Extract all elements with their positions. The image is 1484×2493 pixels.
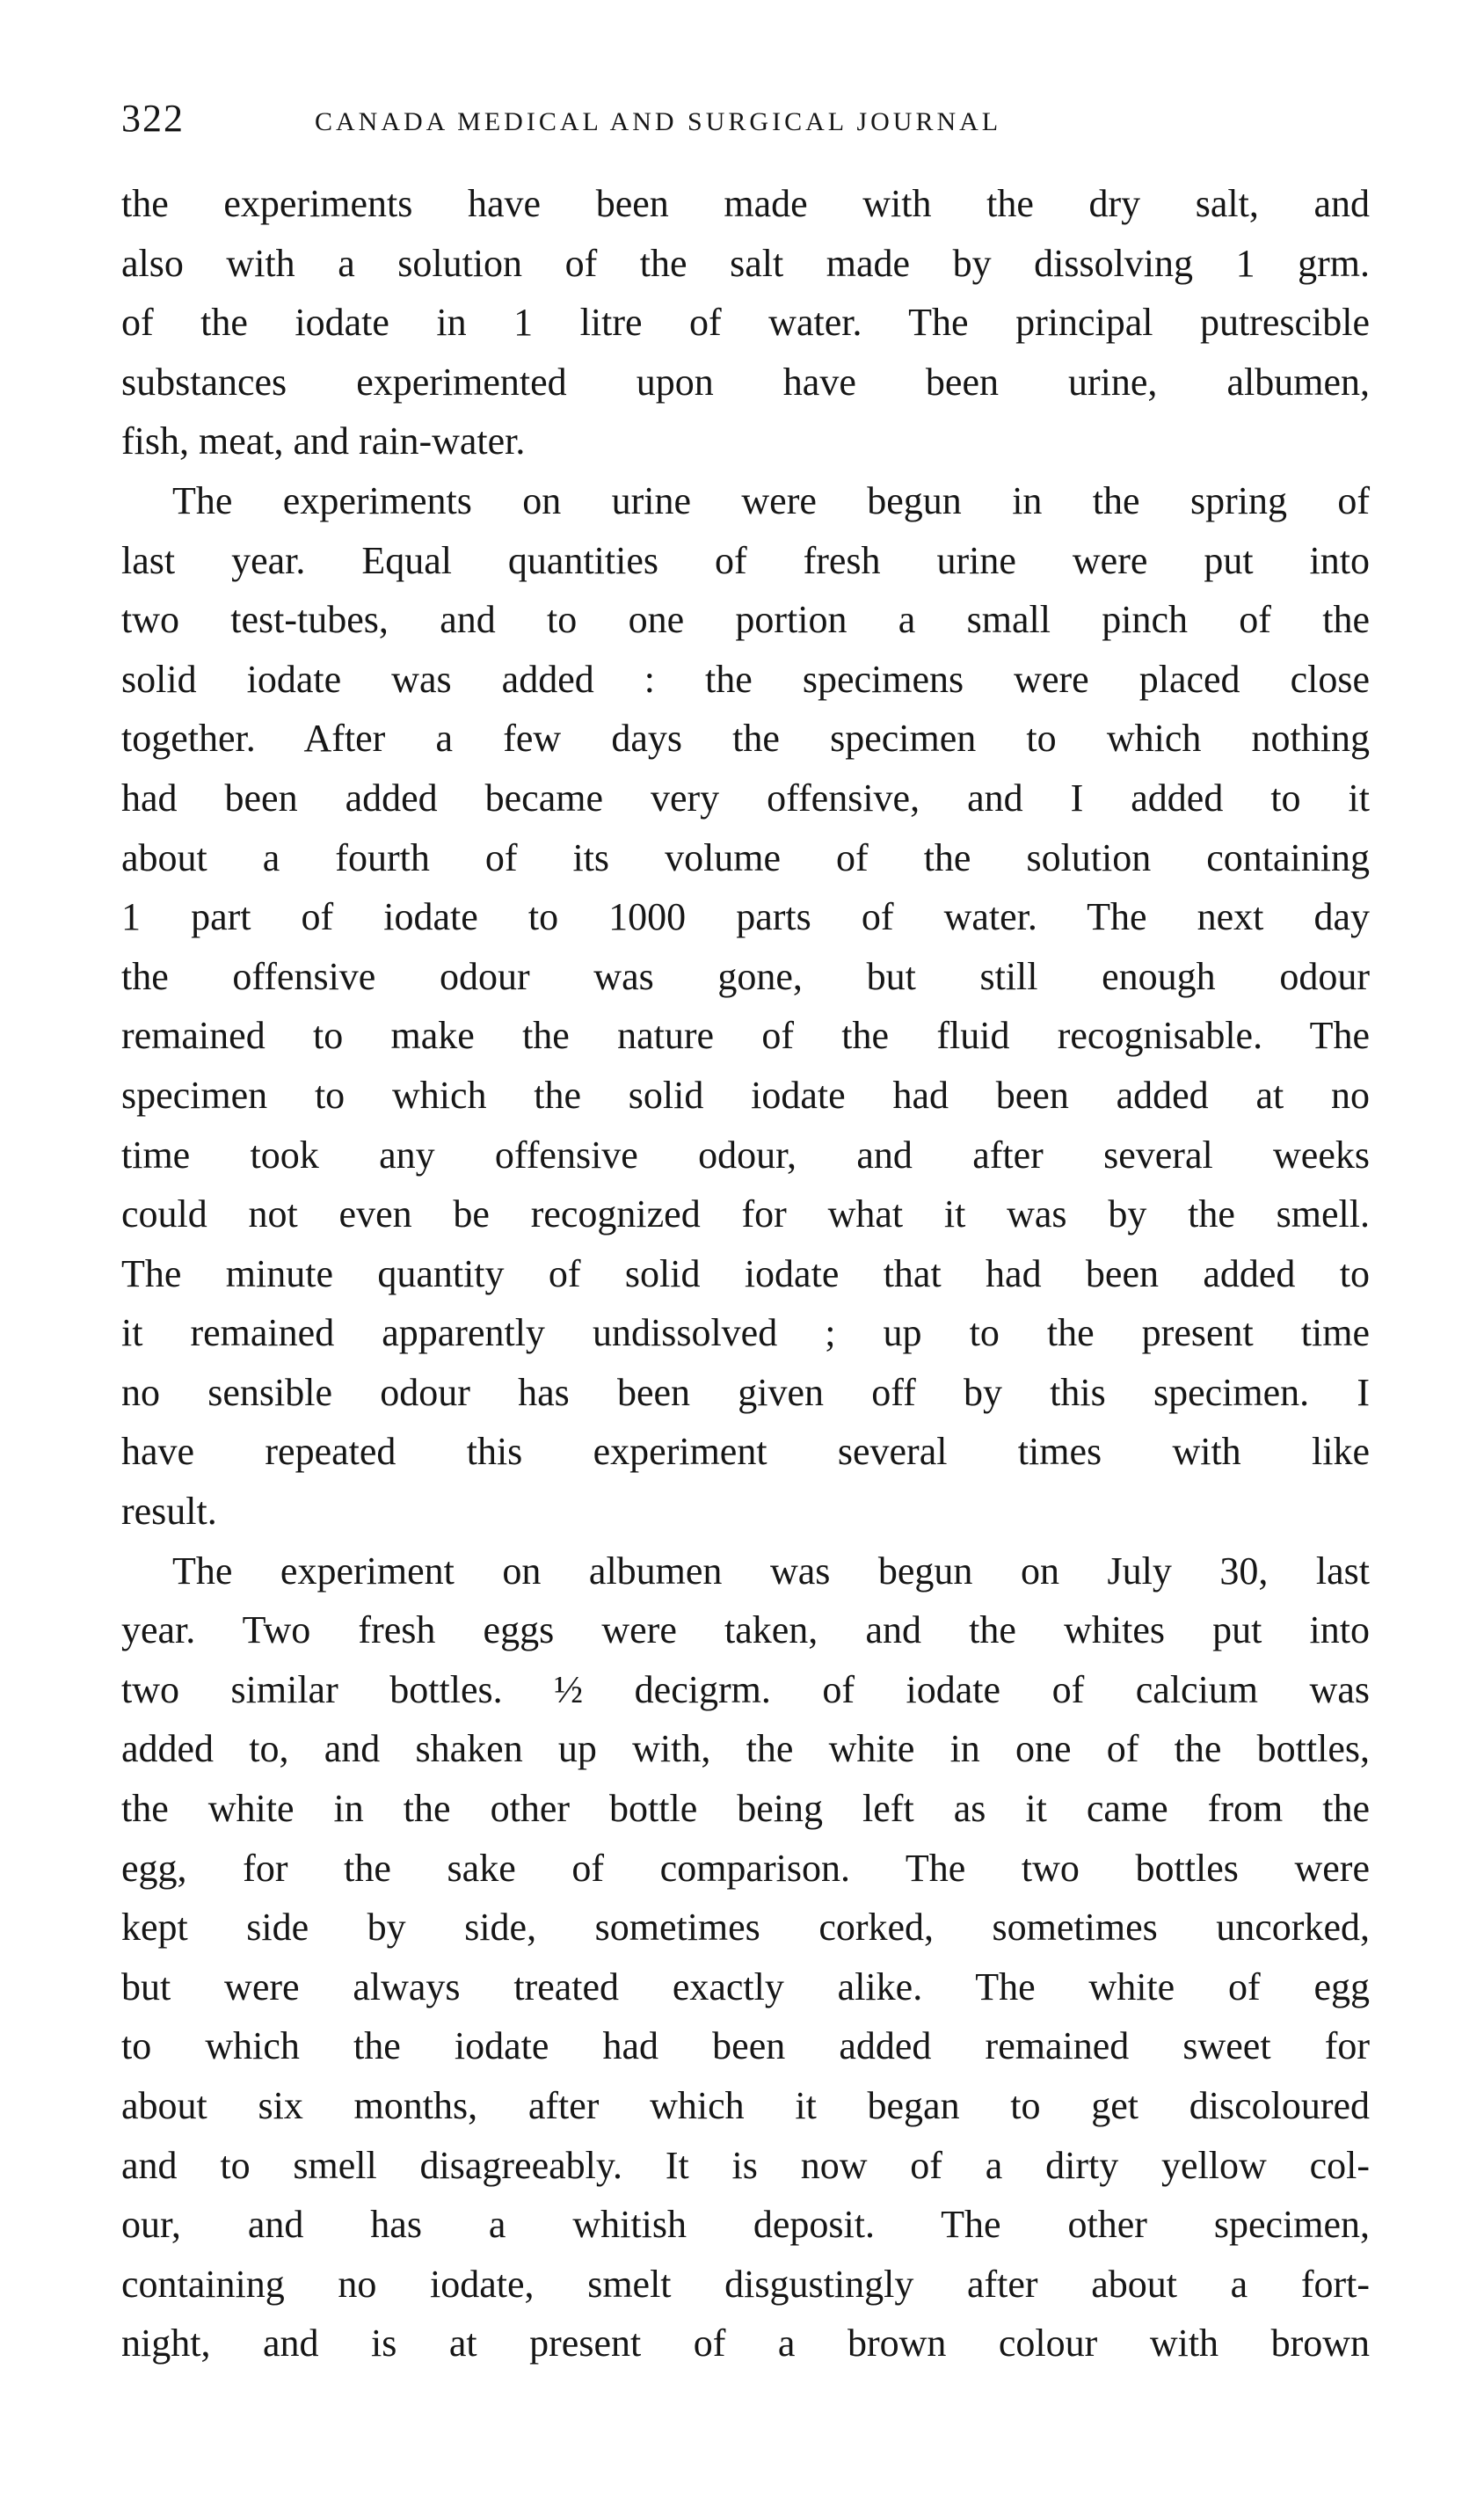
text-line: added to, and shaken up with, the white in one of the bottles,	[121, 1727, 1370, 1771]
text-line: the white in the other bottle being left as it came from the	[121, 1787, 1370, 1831]
page-number: 322	[121, 97, 185, 140]
text-line: two test-tubes, and to one portion a small pinch of the	[121, 598, 1370, 642]
text-line: also with a solution of the salt made by dissolving 1 grm.	[121, 241, 1370, 285]
text-line: 1 part of iodate to 1000 parts of water. The next day	[121, 895, 1370, 939]
text-line: of the iodate in 1 litre of water. The principal putrescible	[121, 301, 1370, 345]
running-head	[121, 88, 1361, 149]
text-line: had been added became very offensive, and I added to it	[121, 776, 1370, 820]
paragraph-3	[121, 1542, 1370, 2373]
text-line: our, and has a whitish deposit. The other specimen,	[121, 2203, 1370, 2247]
text-line: the offensive odour was gone, but still enough odour	[121, 954, 1370, 998]
text-line: remained to make the nature of the fluid recognisable. The	[121, 1014, 1370, 1058]
text-line: The experiments on urine were begun in the spring of	[172, 478, 1370, 522]
text-line: year. Two fresh eggs were taken, and the whites put into	[121, 1608, 1370, 1652]
text-line: time took any offensive odour, and after several weeks	[121, 1133, 1370, 1177]
text-line: could not even be recognized for what it was by the smell.	[121, 1192, 1370, 1236]
text-line: substances experimented upon have been urine, albumen,	[121, 360, 1370, 404]
text-line: egg, for the sake of comparison. The two bottles were	[121, 1846, 1370, 1890]
text-line: to which the iodate had been added remained sweet for	[121, 2024, 1370, 2068]
text-line: it remained apparently undissolved ; up to the present time	[121, 1311, 1370, 1355]
text-line: no sensible odour has been given off by this specimen. I	[121, 1370, 1370, 1414]
text-line: specimen to which the solid iodate had been added at no	[121, 1073, 1370, 1117]
text-line: The minute quantity of solid iodate that had been added to	[121, 1251, 1370, 1295]
text-line: about a fourth of its volume of the solution containing	[121, 835, 1370, 879]
text-line: solid iodate was added : the specimens were placed close	[121, 657, 1370, 701]
text-line: The experiment on albumen was begun on July 30, last	[172, 1549, 1370, 1593]
paragraph-2	[121, 471, 1370, 1542]
text-line: but were always treated exactly alike. The white of egg	[121, 1965, 1370, 2008]
body-text	[121, 174, 1370, 2373]
text-line: two similar bottles. ½ decigrm. of iodate of calcium was	[121, 1667, 1370, 1711]
text-line: together. After a few days the specimen to which nothing	[121, 717, 1370, 761]
text-line: last year. Equal quantities of fresh urine were put into	[121, 538, 1370, 582]
text-line: and to smell disagreeably. It is now of a dirty yellow col-	[121, 2143, 1370, 2187]
text-line: about six months, after which it began to get discoloured	[121, 2084, 1370, 2127]
journal-title: CANADA MEDICAL AND SURGICAL JOURNAL	[315, 107, 1002, 136]
text-line: fish, meat, and rain-water.	[121, 419, 526, 463]
text-line: result.	[121, 1490, 217, 1534]
text-line: night, and is at present of a brown colour with brown	[121, 2322, 1370, 2365]
text-line: the experiments have been made with the dry salt, and	[121, 182, 1370, 225]
text-line: have repeated this experiment several times with like	[121, 1430, 1370, 1474]
paragraph-1	[121, 174, 1370, 471]
text-line: containing no iodate, smelt disgustingly after about a fort-	[121, 2262, 1370, 2306]
text-line: kept side by side, sometimes corked, sometimes uncorked,	[121, 1906, 1370, 1950]
